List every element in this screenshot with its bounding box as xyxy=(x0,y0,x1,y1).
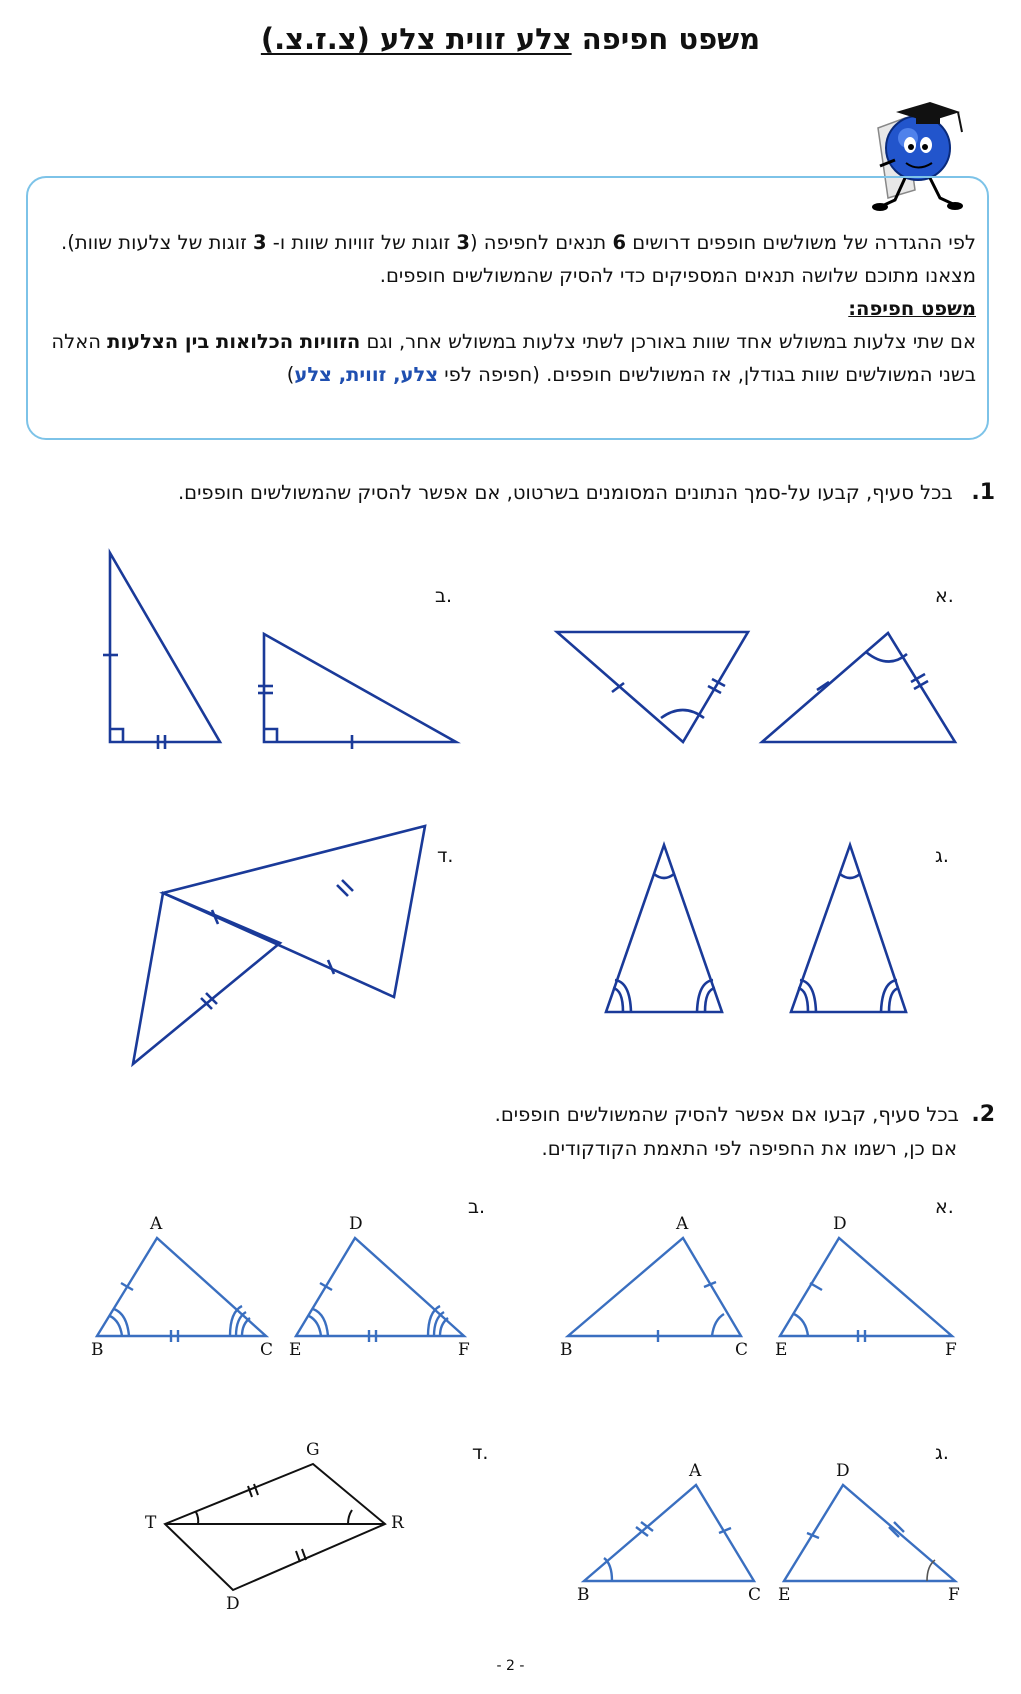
q1-label-a: א. xyxy=(935,585,954,607)
q2-b-triangle-left xyxy=(97,1238,266,1342)
vertex-f-2c: F xyxy=(948,1585,960,1605)
vertex-e-2a: E xyxy=(775,1340,788,1360)
q2-label-a: א. xyxy=(935,1196,954,1218)
vertex-b-2b: B xyxy=(91,1340,104,1360)
intro-line-1: לפי ההגדרה של משולשים חופפים דרושים 6 תנאים לחפיפה (3 זוגות של זוויות שוות ו- 3 זוגות של צלעות שוות). xyxy=(61,231,976,254)
vertex-d-2c: D xyxy=(836,1461,850,1481)
vertex-a-2a: A xyxy=(676,1214,689,1234)
vertex-c-2a: C xyxy=(735,1340,749,1360)
q2-b-triangle-right xyxy=(296,1238,464,1342)
vertex-r-2d: R xyxy=(391,1513,404,1533)
title-underlined: צלע זווית צלע (צ.ז.צ.) xyxy=(260,22,572,56)
theorem-heading: משפט חפיפה: xyxy=(848,297,976,320)
q2-label-c: ג. xyxy=(935,1442,949,1464)
vertex-e-2b: E xyxy=(289,1340,302,1360)
q2-prompt-1: בכל סעיף, קבעו אם אפשר להסיק שהמשולשים חופפים. xyxy=(494,1103,959,1126)
q2-d-quadrilateral xyxy=(165,1464,385,1590)
vertex-c-2b: C xyxy=(260,1340,274,1360)
vertex-t-2d: T xyxy=(145,1513,157,1533)
q2-prompt-2: אם כן, רשמו את החפיפה לפי התאמת הקודקודים. xyxy=(541,1137,957,1160)
q1-label-d: ד. xyxy=(437,845,454,867)
q2-a-triangle-left xyxy=(568,1238,741,1342)
vertex-f-2b: F xyxy=(458,1340,470,1360)
q2-number: 2. xyxy=(971,1102,995,1127)
vertex-d-2b: D xyxy=(349,1214,363,1234)
vertex-d-2a: D xyxy=(833,1214,847,1234)
vertex-b-2c: B xyxy=(577,1585,590,1605)
q2-label-b: ב. xyxy=(468,1196,486,1218)
vertex-a-2b: A xyxy=(150,1214,163,1234)
vertex-d-2d: D xyxy=(226,1594,240,1614)
page-number: - 2 - xyxy=(496,1658,525,1674)
vertex-c-2c: C xyxy=(748,1585,762,1605)
q1-prompt: בכל סעיף, קבעו על-סמך הנתונים המסומנים בשרטוט, אם אפשר להסיק שהמשולשים חופפים. xyxy=(177,481,953,504)
vertex-a-2c: A xyxy=(689,1461,702,1481)
q2-label-d: ד. xyxy=(472,1442,489,1464)
q1-label-b: ב. xyxy=(435,585,453,607)
vertex-f-2a: F xyxy=(945,1340,957,1360)
vertex-b-2a: B xyxy=(560,1340,573,1360)
vertex-e-2c: E xyxy=(778,1585,791,1605)
vertex-g-2d: G xyxy=(306,1440,320,1460)
theorem-line-1: אם שתי צלעות במשולש אחד שוות באורכן לשתי צלעות במשולש אחר, וגם הזוויות הכלואות בין הצלעות האלה בשני המשולשים שוות בגודלן, אז המשולשים חופפים. (חפיפה לפי צלע, זווית, צלע) xyxy=(51,330,976,386)
q2-a-triangle-right xyxy=(780,1238,952,1342)
title-prefix: משפט חפיפה xyxy=(571,22,761,56)
intro-line-2: מצאנו מתוכם שלושה תנאים המספיקים כדי להסיק שהמשולשים חופפים. xyxy=(379,264,976,287)
q2-c-triangle-left xyxy=(584,1485,754,1581)
q1-label-c: ג. xyxy=(935,845,949,867)
q1-number: 1. xyxy=(971,480,995,505)
